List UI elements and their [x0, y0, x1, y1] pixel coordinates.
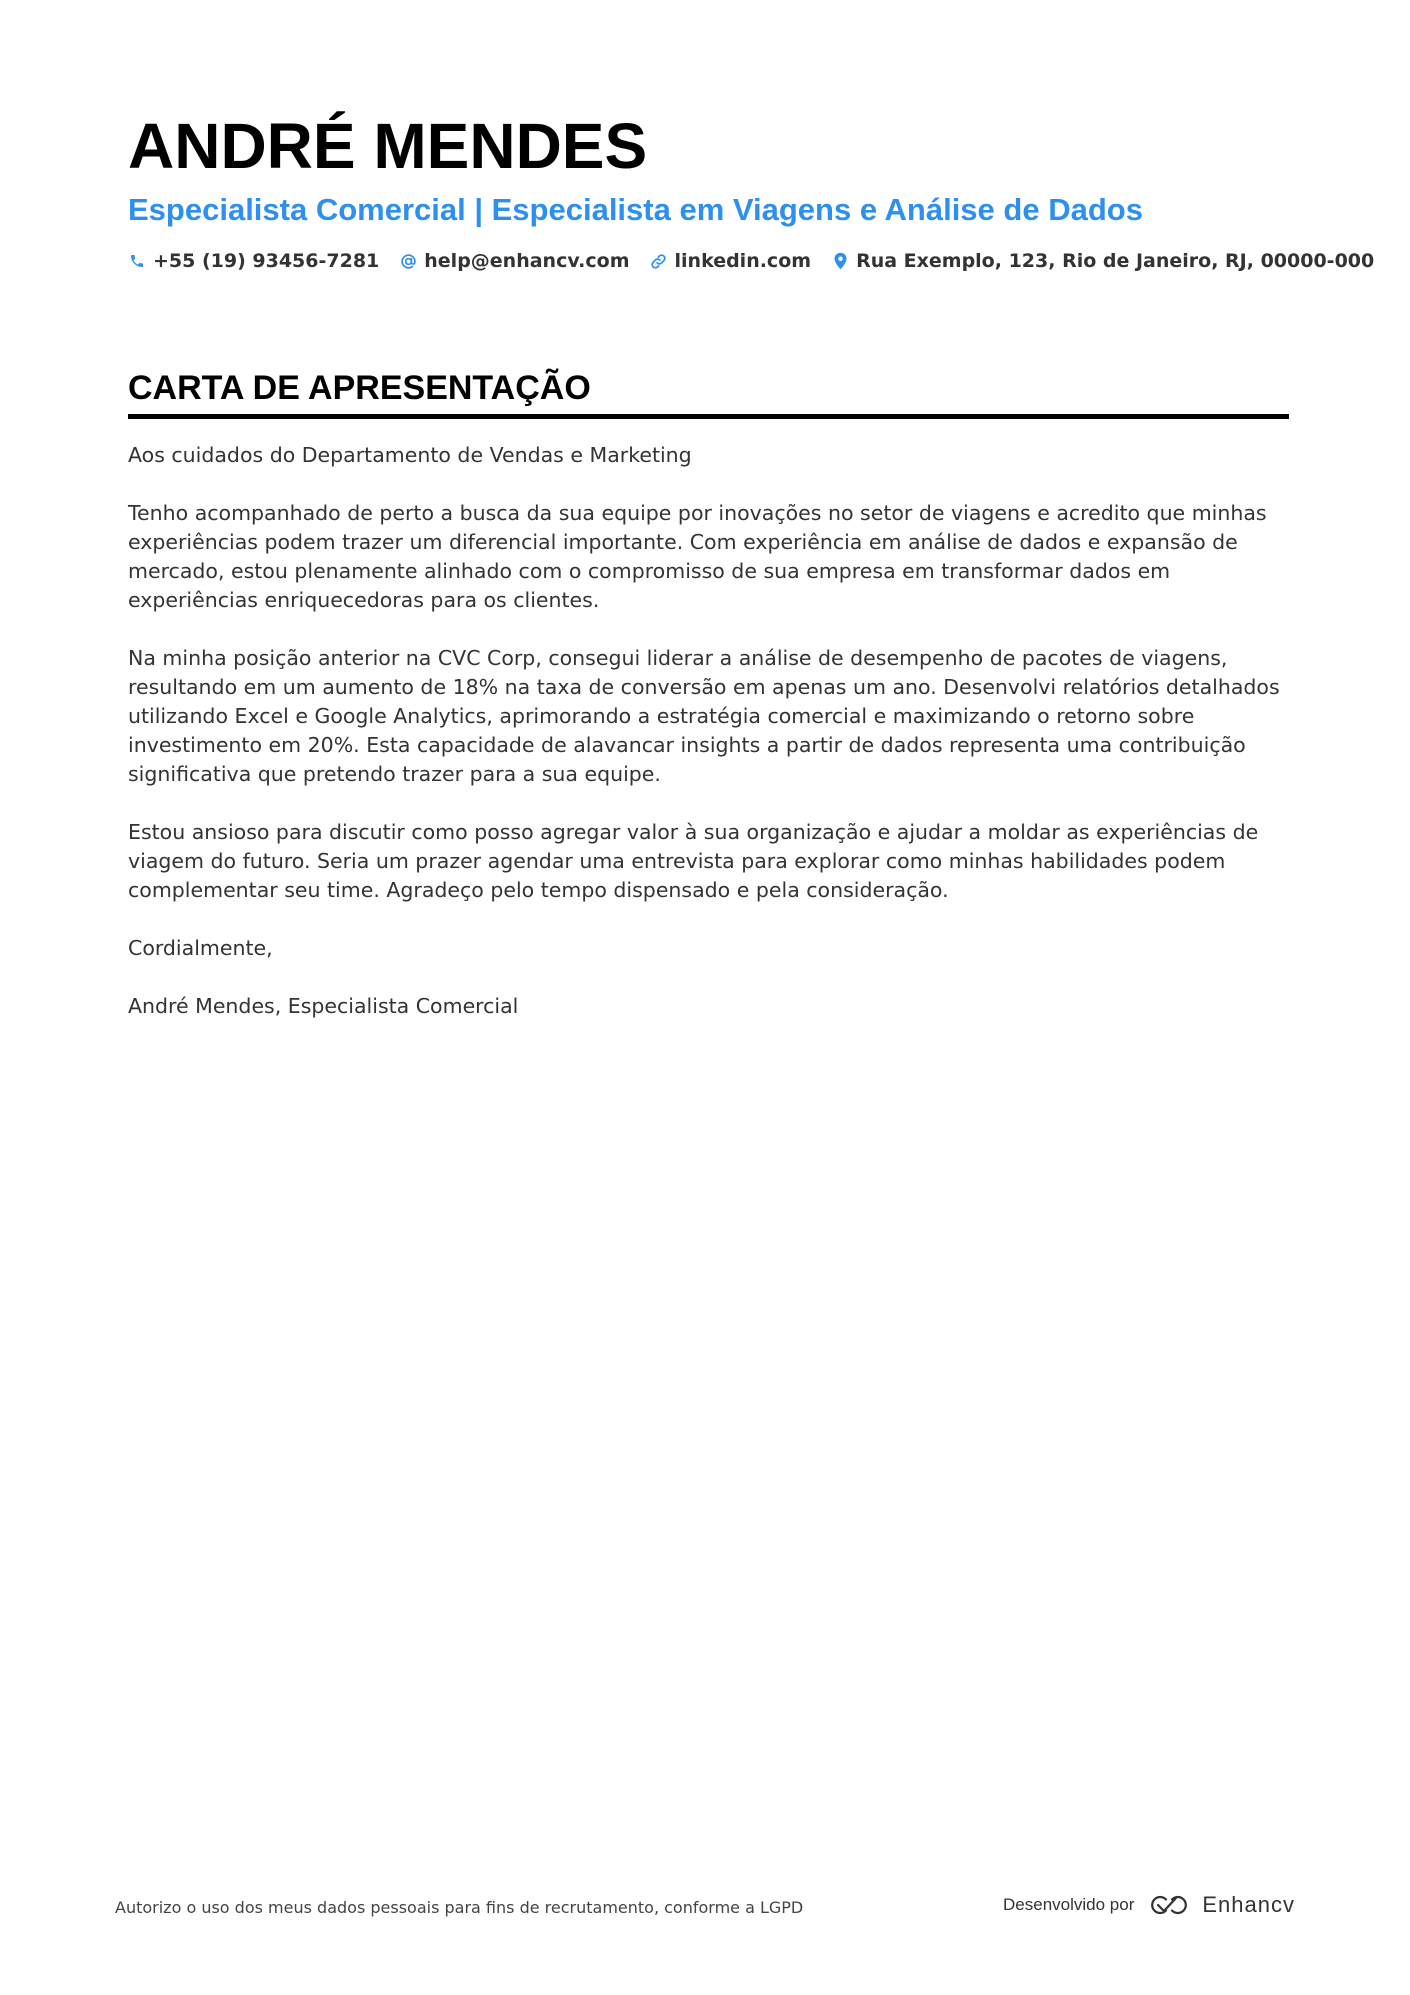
contact-address-text: Rua Exemplo, 123, Rio de Janeiro, RJ, 00000-000 [856, 250, 1375, 272]
contact-phone[interactable] [128, 250, 379, 272]
letter-closing: Cordialmente, [128, 936, 273, 960]
consent-text: Autorizo o uso dos meus dados pessoais para fins de recrutamento, conforme a LGPD [115, 1898, 804, 1917]
section-divider [128, 414, 1289, 419]
candidate-name: ANDRÉ MENDES [128, 110, 648, 182]
link-icon [650, 252, 668, 270]
letter-body [128, 441, 1289, 1021]
powered-by-label: Desenvolvido por [1003, 1895, 1135, 1914]
powered-by[interactable] [1003, 1892, 1295, 1918]
contact-email-text: help@enhancv.com [424, 250, 630, 272]
letter-paragraph: Tenho acompanhado de perto a busca da sua equipe por inovações no setor de viagens e acredito que minhas experiências podem trazer um diferencial importante. Com experiência em análise de dados e expansão de mercado, estou plenamente alinhado com o compromisso de sua empresa em transformar dados em experiências enriquecedoras para os clientes. [128, 501, 1267, 612]
phone-icon [128, 252, 146, 270]
at-icon [399, 252, 417, 270]
letter-signature: André Mendes, Especialista Comercial [128, 994, 519, 1018]
brand-name: Enhancv [1202, 1892, 1295, 1917]
contact-phone-text: +55 (19) 93456-7281 [153, 250, 380, 272]
contact-linkedin-text: linkedin.com [674, 250, 812, 272]
section-title: CARTA DE APRESENTAÇÃO [128, 369, 591, 407]
map-pin-icon [831, 252, 849, 270]
letter-paragraph: Estou ansioso para discutir como posso agregar valor à sua organização e ajudar a moldar as experiências de viagem do futuro. Seria um prazer agendar uma entrevista para explorar como minhas habilidades podem complementar seu time. Agradeço pelo tempo dispensado e pela consideração. [128, 820, 1259, 902]
letter-paragraph: Na minha posição anterior na CVC Corp, consegui liderar a análise de desempenho de pacotes de viagens, resultando em um aumento de 18% na taxa de conversão em apenas um ano. Desenvolvi relatórios detalhados utilizando Excel e Google Analytics, aprimorando a estratégia comercial e maximizando o retorno sobre investimento em 20%. Esta capacidade de alavancar insights a partir de dados representa uma contribuição significativa que pretendo trazer para a sua equipe. [128, 646, 1280, 786]
cover-letter-section [128, 366, 1289, 1050]
contact-bar [128, 250, 1375, 272]
contact-email[interactable] [399, 250, 629, 272]
header [128, 108, 1375, 272]
enhancv-logo-icon [1146, 1893, 1192, 1917]
footer [115, 1892, 1295, 1932]
contact-linkedin[interactable] [650, 250, 812, 272]
letter-salutation: Aos cuidados do Departamento de Vendas e Marketing [128, 443, 692, 467]
contact-address [831, 250, 1374, 272]
candidate-title: Especialista Comercial | Especialista em Viagens e Análise de Dados [128, 192, 1143, 227]
